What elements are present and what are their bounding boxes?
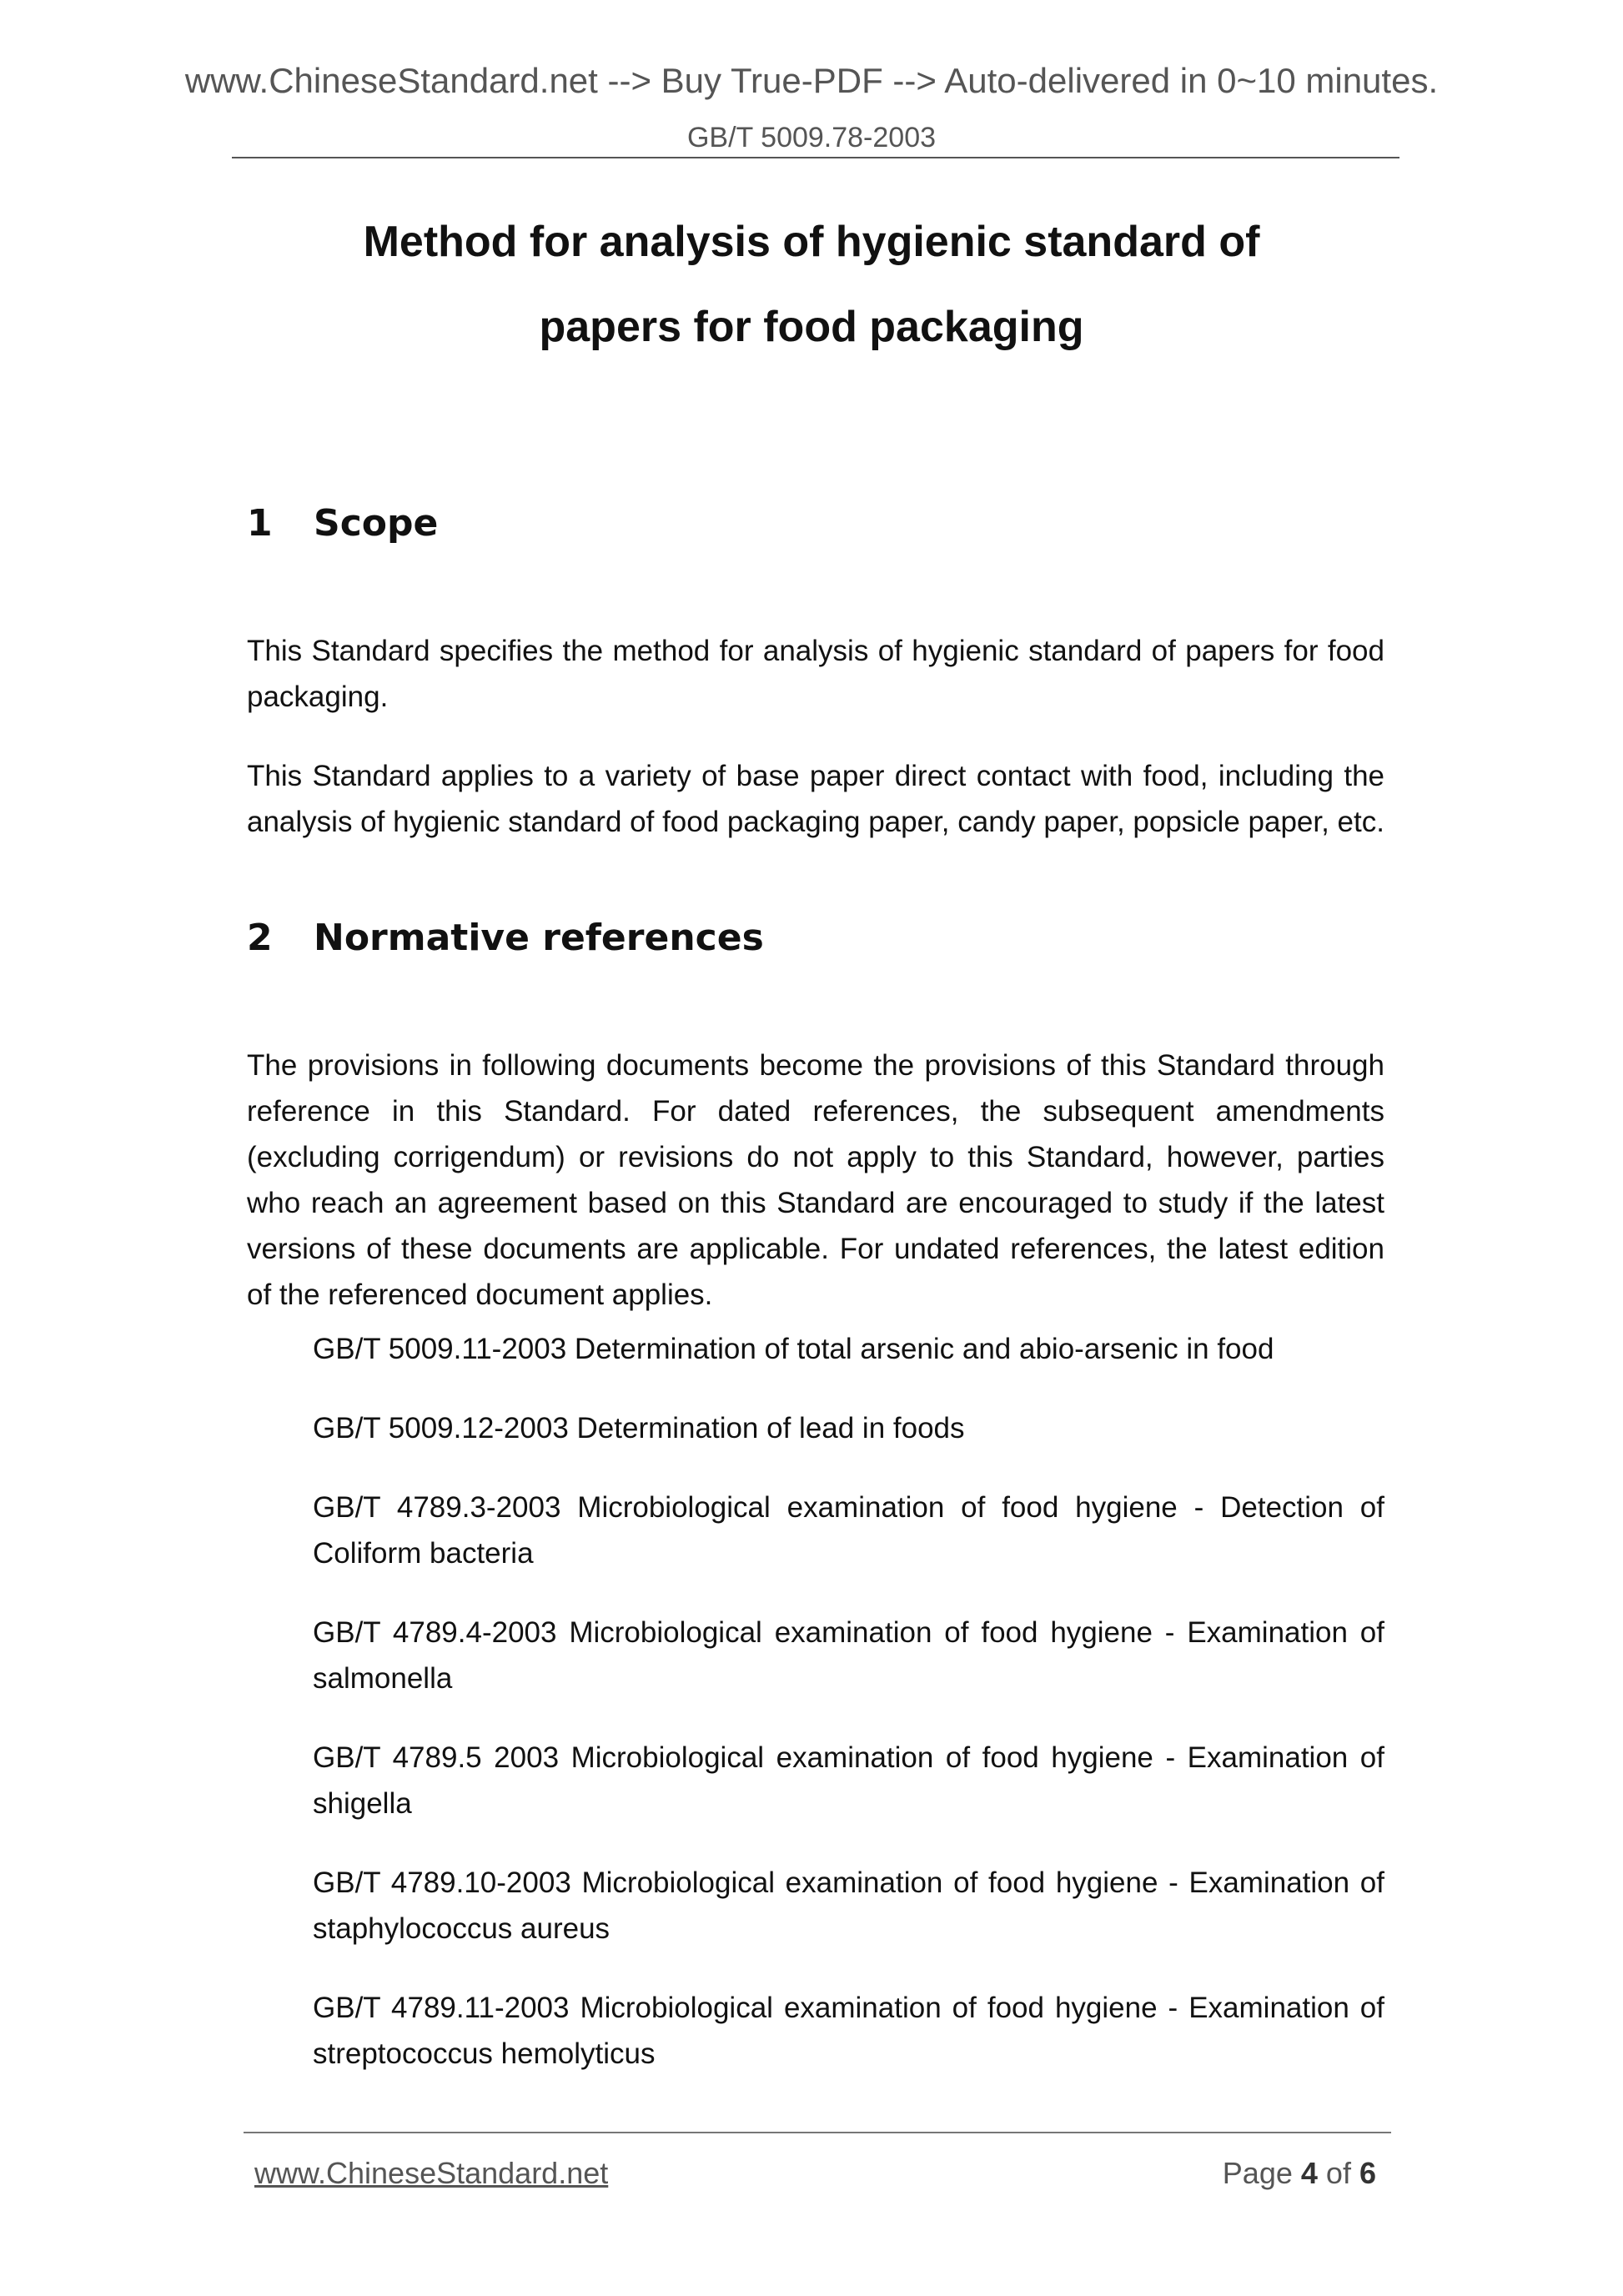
reference-item: GB/T 5009.12-2003 Determination of lead in foods [313, 1412, 965, 1444]
reference-item: GB/T 4789.3-2003 Microbiological examination of food hygiene - Detection of Coliform bacteria [313, 1491, 1384, 1570]
header-standard-code: GB/T 5009.78-2003 [686, 122, 937, 153]
scope-paragraph-2: This Standard applies to a variety of base paper direct contact with food, including the analysis of hygienic standard of food packaging paper, candy paper, popsicle paper, etc. [247, 760, 1384, 838]
current-page-number: 4 [1300, 2156, 1318, 2190]
scope-paragraph-1: This Standard specifies the method for analysis of hygienic standard of papers for food packaging. [247, 635, 1384, 713]
page-of-label: of [1325, 2156, 1351, 2190]
footer-divider [244, 2132, 1391, 2133]
section-number: 2 [247, 917, 273, 959]
reference-list [313, 1326, 1384, 2110]
footer-website-link[interactable]: www.ChineseStandard.net [254, 2156, 609, 2190]
reference-item: GB/T 4789.4-2003 Microbiological examination of food hygiene - Examination of salmonella [313, 1616, 1384, 1695]
document-title-line2: papers for food packaging [539, 303, 1084, 351]
total-pages-number: 6 [1359, 2156, 1376, 2190]
header-divider [232, 157, 1399, 158]
page-indicator [1223, 2158, 1376, 2188]
section-title: Scope [314, 502, 439, 545]
page-label: Page [1222, 2156, 1293, 2190]
section-title: Normative references [314, 917, 764, 959]
header-banner: www.ChineseStandard.net --> Buy True-PDF --> Auto-delivered in 0~10 minutes. [184, 61, 1439, 100]
section-heading-normative-references [247, 917, 764, 959]
reference-item: GB/T 5009.11-2003 Determination of total arsenic and abio-arsenic in food [313, 1333, 1274, 1365]
reference-item: GB/T 4789.10-2003 Microbiological examination of food hygiene - Examination of staphylococcus aureus [313, 1866, 1384, 1945]
section-number: 1 [247, 502, 273, 545]
document-title-line1: Method for analysis of hygienic standard of [363, 218, 1260, 266]
section-heading-scope [247, 502, 439, 545]
reference-item: GB/T 4789.11-2003 Microbiological examination of food hygiene - Examination of streptococcus hemolyticus [313, 1992, 1384, 2070]
reference-item: GB/T 4789.5 2003 Microbiological examination of food hygiene - Examination of shigella [313, 1741, 1384, 1820]
normative-references-paragraph: The provisions in following documents become the provisions of this Standard through reference in this Standard. For dated references, the subsequent amendments (excluding corrigendum) or revisions do not apply to this Standard, however, parties who reach an agreement based on this Standard are encouraged to study if the latest versions of these documents are applicable. For undated references, the latest edition of the referenced document applies. [247, 1049, 1384, 1311]
